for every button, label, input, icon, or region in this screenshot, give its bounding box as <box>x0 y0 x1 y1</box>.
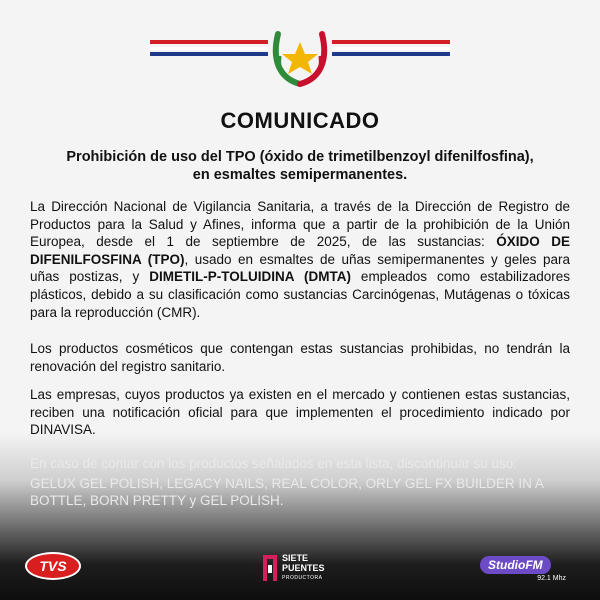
studio-fm-frequency: 92.1 Mhz <box>537 575 566 582</box>
siete-sub: PRODUCTORA <box>282 575 323 581</box>
subtitle <box>30 148 570 184</box>
tvs-logo-text: TVS <box>39 558 67 574</box>
paraguay-emblem-icon <box>150 12 450 92</box>
tvs-logo <box>25 552 81 580</box>
p1-substance-dmta: DIMETIL-P-TOLUIDINA (DMTA) <box>149 269 351 285</box>
p1-text-a: La Dirección Nacional de Vigilancia Sanitaria, a través de la Dirección de Registro de Productos para la Salud y Afines, informa que a partir de la prohibición de la Unión Europea, desde el 1 de septiembre de 2025, de las sustancias: <box>30 199 570 250</box>
page-title: COMUNICADO <box>220 108 380 133</box>
paragraph-1 <box>30 198 570 321</box>
brand-list: GELUX GEL POLISH, LEGACY NAILS, REAL COLOR, ORLY GEL FX BUILDER IN A BOTTLE, BORN PRETTY y GEL POLISH. <box>30 475 544 509</box>
studio-fm-logo <box>480 556 580 584</box>
subtitle-line-2: en esmaltes semipermanentes. <box>192 167 408 183</box>
subtitle-line-1: Prohibición de uso del TPO (óxido de trimetilbenzoyl difenilfosfina), <box>66 149 534 165</box>
studio-fm-label: StudioFM <box>480 556 551 574</box>
siete-line-1: SIETE <box>282 553 309 563</box>
p1-text-e: empleados como estabilizadores plásticos, debido a su clasificación como sustancias Carcinógenas, Mutágenas o tóxicas para la reproducción (CMR). <box>30 269 571 320</box>
paragraph-4 <box>30 455 570 510</box>
siete-line-2: PUENTES <box>282 563 325 573</box>
siete-puentes-words <box>282 553 325 583</box>
paragraph-2: Los productos cosméticos que contengan estas sustancias prohibidas, no tendrán la renovación del registro sanitario. <box>30 341 570 374</box>
siete-puentes-logo <box>262 552 352 584</box>
paragraph-3: Las empresas, cuyos productos ya existen en el mercado y contienen estas sustancias, reciben una notificación oficial para que implementen el procedimiento indicado por DINAVISA. <box>30 387 570 438</box>
p4-intro: En caso de contar con los productos señalados en esta lista, discontinuar su uso: <box>30 456 518 471</box>
p1-substance-tpo: ÓXIDO DE DIFENILFOSFINA (TPO) <box>30 234 571 267</box>
siete-puentes-mark-icon <box>262 553 278 583</box>
p1-text-c: , usado en esmaltes de uñas semipermanentes y geles para uñas postizas, y <box>30 251 570 285</box>
